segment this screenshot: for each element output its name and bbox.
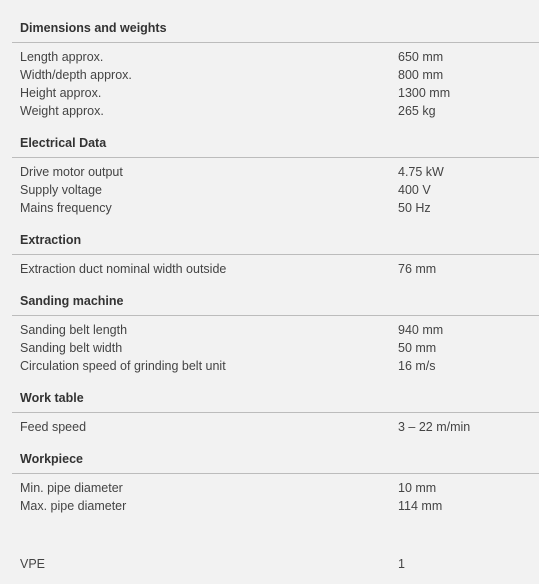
spec-value: 114 mm xyxy=(398,499,443,513)
spec-row xyxy=(12,181,539,199)
section-sanding-machine xyxy=(12,294,539,375)
spec-row xyxy=(12,48,539,66)
section-extraction xyxy=(12,233,539,278)
spec-row xyxy=(12,84,539,102)
spec-value: 3 – 22 m/min xyxy=(398,420,471,434)
spec-row xyxy=(12,102,539,120)
spec-label: Min. pipe diameter xyxy=(20,481,123,495)
spec-value: 1300 mm xyxy=(398,86,451,100)
spec-label: Mains frequency xyxy=(20,201,112,215)
spec-row xyxy=(12,479,539,497)
spec-value: 10 mm xyxy=(398,481,437,495)
section-title: Electrical Data xyxy=(12,136,539,158)
spec-label: Height approx. xyxy=(20,86,102,100)
vpe-row xyxy=(12,555,539,573)
section-workpiece xyxy=(12,452,539,515)
spec-row xyxy=(12,497,539,515)
spec-value: 650 mm xyxy=(398,50,444,64)
spec-row xyxy=(12,163,539,181)
spec-label: Max. pipe diameter xyxy=(20,499,127,513)
spec-label: Sanding belt width xyxy=(20,341,123,355)
spec-label: Weight approx. xyxy=(20,104,104,118)
vpe-value: 1 xyxy=(398,557,405,571)
spec-label: Supply voltage xyxy=(20,183,103,197)
spec-row xyxy=(12,260,539,278)
spec-value: 76 mm xyxy=(398,262,437,276)
spec-value: 50 Hz xyxy=(398,201,431,215)
spec-value: 16 m/s xyxy=(398,359,436,373)
specifications-table xyxy=(12,21,539,531)
spec-label: Feed speed xyxy=(20,420,87,434)
spec-label: Extraction duct nominal width outside xyxy=(20,262,227,276)
spec-row xyxy=(12,339,539,357)
spec-label: Drive motor output xyxy=(20,165,123,179)
spec-label: Width/depth approx. xyxy=(20,68,132,82)
section-title: Dimensions and weights xyxy=(12,21,539,43)
spec-row xyxy=(12,357,539,375)
section-title: Sanding machine xyxy=(12,294,539,316)
section-title: Extraction xyxy=(12,233,539,255)
spec-value: 4.75 kW xyxy=(398,165,444,179)
spec-label: Length approx. xyxy=(20,50,104,64)
spec-value: 800 mm xyxy=(398,68,444,82)
spec-value: 50 mm xyxy=(398,341,437,355)
spec-row xyxy=(12,321,539,339)
spec-value: 265 kg xyxy=(398,104,436,118)
spec-row xyxy=(12,418,539,436)
vpe-label: VPE xyxy=(20,557,46,571)
section-work-table xyxy=(12,391,539,436)
spec-row xyxy=(12,66,539,84)
spec-row xyxy=(12,199,539,217)
section-electrical-data xyxy=(12,136,539,217)
spec-row xyxy=(12,555,539,573)
section-title: Work table xyxy=(12,391,539,413)
spec-value: 940 mm xyxy=(398,323,444,337)
section-dimensions-and-weights xyxy=(12,21,539,120)
section-title: Workpiece xyxy=(12,452,539,474)
spec-value: 400 V xyxy=(398,183,431,197)
spec-label: Circulation speed of grinding belt unit xyxy=(20,359,226,373)
spec-label: Sanding belt length xyxy=(20,323,128,337)
